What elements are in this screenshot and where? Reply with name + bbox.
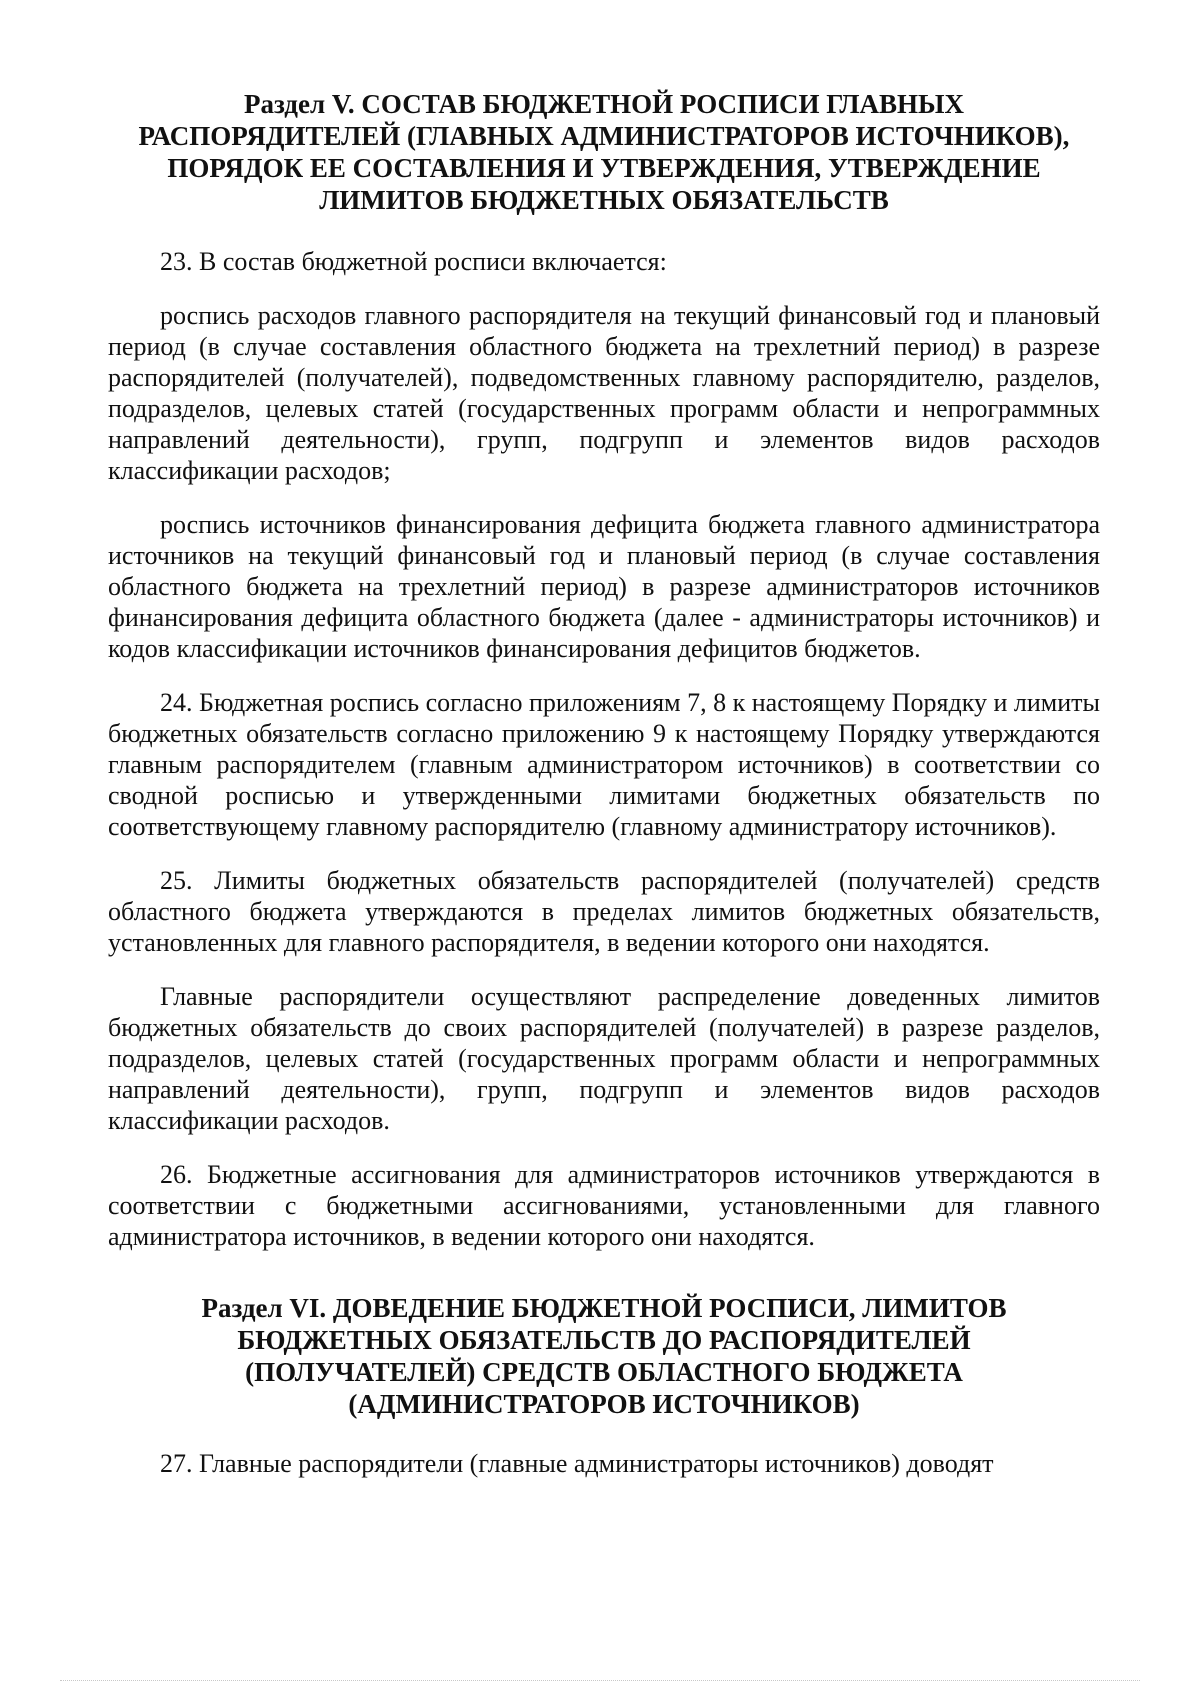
heading-line: Раздел V. СОСТАВ БЮДЖЕТНОЙ РОСПИСИ ГЛАВНЫХ: [243, 89, 965, 119]
document-page: [108, 88, 1100, 1479]
scan-border-line: [60, 1680, 1140, 1681]
heading-line: (ПОЛУЧАТЕЛЕЙ) СРЕДСТВ ОБЛАСТНОГО БЮДЖЕТА: [245, 1357, 963, 1387]
section-5-heading: [108, 88, 1100, 216]
paragraph-25: 25. Лимиты бюджетных обязательств распорядителей (получателей) средств областного бюджета утверждаются в пределах лимитов бюджетных обязательств, установленных для главного распорядителя, в ведении которого они находятся.: [108, 866, 1100, 957]
paragraph-24: 24. Бюджетная роспись согласно приложениям 7, 8 к настоящему Порядку и лимиты бюджетных обязательств согласно приложению 9 к настоящему Порядку утверждаются главным распорядителем (главным администратором источников) в соответствии со сводной росписью и утвержденными лимитами бюджетных обязательств по соответствующему главному распорядителю (главному администратору источников).: [108, 688, 1100, 841]
paragraph-26: 26. Бюджетные ассигнования для администраторов источников утверждаются в соответствии с бюджетными ассигнованиями, установленными для главного администратора источников, в ведении которого они находятся.: [108, 1160, 1100, 1251]
heading-line: ПОРЯДОК ЕЕ СОСТАВЛЕНИЯ И УТВЕРЖДЕНИЯ, УТВЕРЖДЕНИЕ: [167, 153, 1041, 183]
paragraph-sources-schedule: роспись источников финансирования дефицита бюджета главного администратора источников на текущий финансовый год и плановый период (в случае составления областного бюджета на трехлетний период) в разрезе администраторов источников финансирования дефицита областного бюджета (далее - администраторы источников) и кодов классификации источников финансирования дефицитов бюджетов.: [108, 510, 1100, 663]
paragraph-limits-distribution: Главные распорядители осуществляют распределение доведенных лимитов бюджетных обязательств до своих распорядителей (получателей) в разрезе разделов, подразделов, целевых статей (государственных программ области и непрограммных направлений деятельности), групп, подгрупп и элементов видов расходов классификации расходов.: [108, 982, 1100, 1135]
paragraph-23-intro: 23. В состав бюджетной росписи включается:: [160, 247, 667, 276]
heading-line: Раздел VI. ДОВЕДЕНИЕ БЮДЖЕТНОЙ РОСПИСИ, ЛИМИТОВ: [201, 1293, 1007, 1323]
section-6-heading: [108, 1292, 1100, 1420]
heading-line: (АДМИНИСТРАТОРОВ ИСТОЧНИКОВ): [348, 1389, 860, 1419]
paragraph-27: 27. Главные распорядители (главные администраторы источников) доводят: [160, 1449, 994, 1478]
heading-line: РАСПОРЯДИТЕЛЕЙ (ГЛАВНЫХ АДМИНИСТРАТОРОВ ИСТОЧНИКОВ),: [138, 121, 1070, 151]
heading-line: ЛИМИТОВ БЮДЖЕТНЫХ ОБЯЗАТЕЛЬСТВ: [319, 185, 889, 215]
paragraph-expenses-schedule: роспись расходов главного распорядителя на текущий финансовый год и плановый период (в случае составления областного бюджета на трехлетний период) в разрезе распорядителей (получателей), подведомственных главному распорядителю, разделов, подразделов, целевых статей (государственных программ области и непрограммных направлений деятельности), групп, подгрупп и элементов видов расходов классификации расходов;: [108, 301, 1100, 485]
heading-line: БЮДЖЕТНЫХ ОБЯЗАТЕЛЬСТВ ДО РАСПОРЯДИТЕЛЕЙ: [237, 1325, 971, 1355]
